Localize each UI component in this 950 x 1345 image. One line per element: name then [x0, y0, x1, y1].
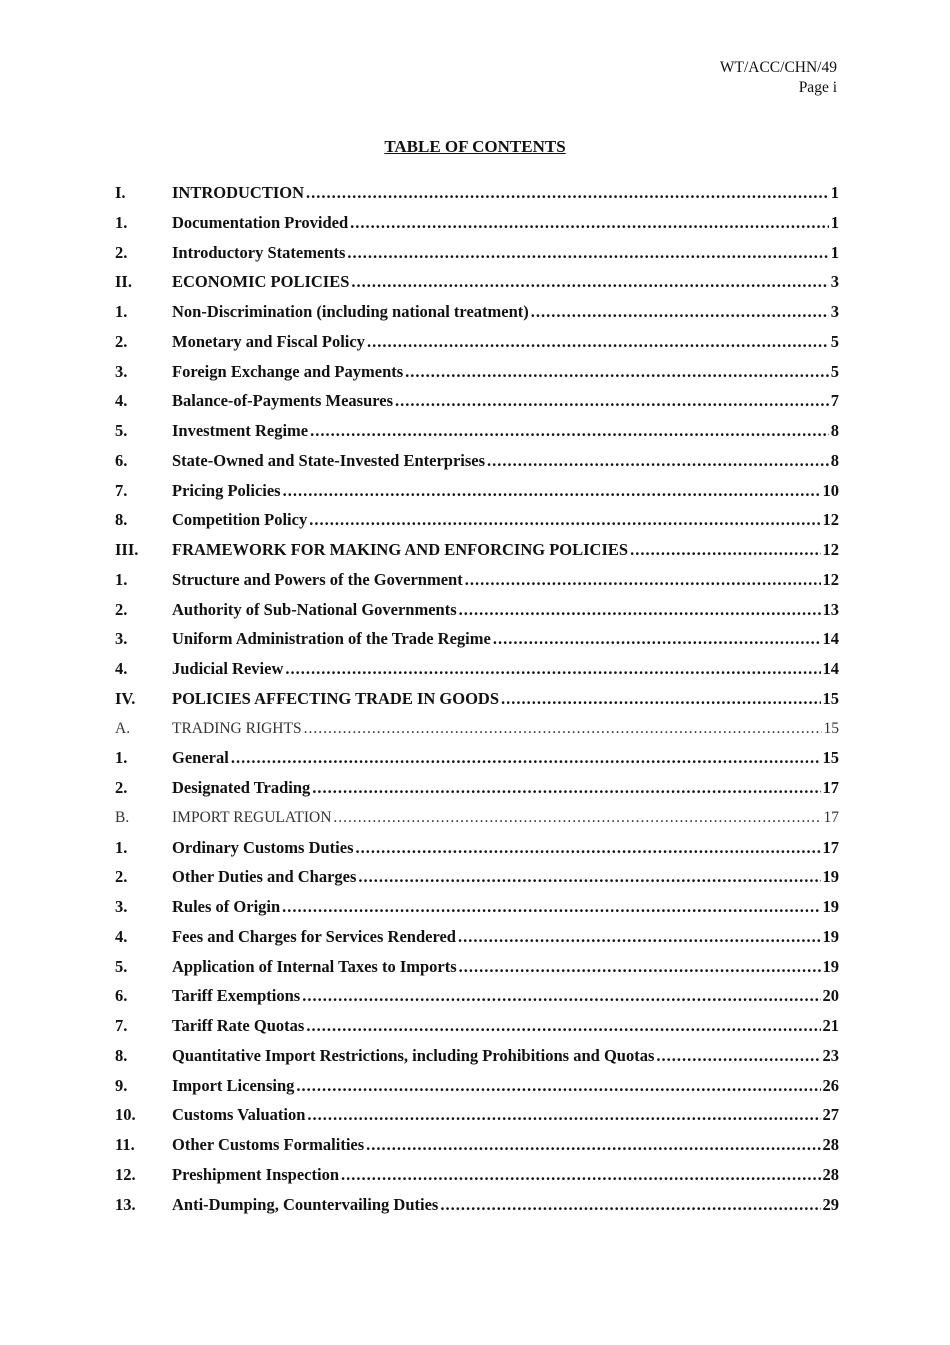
toc-entry-title: Monetary and Fiscal Policy — [172, 331, 365, 351]
toc-list — [115, 178, 839, 1219]
toc-entry-title: Uniform Administration of the Trade Regime — [172, 629, 491, 649]
toc-dot-leader — [309, 505, 820, 535]
toc-entry[interactable] — [115, 178, 839, 208]
toc-dot-leader — [366, 1130, 820, 1160]
toc-dot-leader — [282, 892, 820, 922]
toc-entry-number: 6. — [115, 450, 128, 470]
toc-entry-title: Anti-Dumping, Countervailing Duties — [172, 1194, 439, 1214]
toc-entry-title: Tariff Exemptions — [172, 986, 301, 1006]
toc-entry-page: 17 — [822, 837, 839, 857]
toc-entry-title: Authority of Sub-National Governments — [172, 599, 457, 619]
toc-entry-number: 10. — [115, 1105, 136, 1125]
toc-entry[interactable] — [115, 743, 839, 773]
document-reference: WT/ACC/CHN/49 — [719, 59, 837, 76]
toc-entry-number: 2. — [115, 242, 128, 262]
toc-entry-page: 14 — [822, 629, 839, 649]
toc-entry-number: 4. — [115, 391, 128, 411]
toc-entry-title: Judicial Review — [172, 659, 284, 678]
toc-entry[interactable] — [115, 1011, 839, 1041]
toc-entry-number: 6. — [115, 986, 128, 1006]
toc-entry[interactable] — [115, 1041, 839, 1071]
toc-dot-leader — [307, 1100, 820, 1130]
toc-entry[interactable] — [115, 476, 839, 506]
toc-entry[interactable] — [115, 624, 839, 654]
toc-entry[interactable] — [115, 238, 839, 268]
toc-entry-page: 15 — [822, 748, 839, 768]
toc-entry-title: Competition Policy — [172, 510, 308, 530]
toc-entry-page: 10 — [822, 480, 839, 500]
toc-entry-page: 12 — [822, 510, 839, 530]
toc-entry-title: INTRODUCTION — [172, 183, 305, 202]
toc-entry-number: 8. — [115, 510, 128, 530]
toc-entry-page: 8 — [830, 421, 839, 440]
toc-dot-leader — [531, 297, 829, 327]
toc-entry-title: IMPORT REGULATION — [172, 808, 332, 826]
toc-entry-page: 28 — [822, 1135, 839, 1154]
toc-entry[interactable] — [115, 297, 839, 327]
toc-entry[interactable] — [115, 1160, 839, 1190]
toc-entry-title: Other Customs Formalities — [172, 1135, 365, 1154]
toc-dot-leader — [304, 714, 822, 744]
toc-entry-title: POLICIES AFFECTING TRADE IN GOODS — [172, 688, 500, 708]
toc-entry-page: 17 — [822, 778, 839, 797]
toc-entry-title: Preshipment Inspection — [172, 1164, 339, 1184]
toc-dot-leader — [630, 535, 820, 565]
toc-entry-number: 3. — [115, 629, 128, 649]
toc-entry-page: 15 — [823, 719, 839, 737]
toc-entry-title: Investment Regime — [172, 421, 309, 440]
toc-entry-page: 1 — [830, 212, 839, 232]
toc-entry-title: ECONOMIC POLICIES — [172, 272, 350, 292]
toc-entry-title: Non-Discrimination (including national treatment) — [172, 302, 529, 321]
toc-entry-title: Foreign Exchange and Payments — [172, 361, 404, 381]
toc-entry-number: 7. — [115, 1016, 128, 1035]
toc-entry-number: 5. — [115, 421, 128, 440]
toc-entry-title: General — [172, 748, 229, 768]
toc-entry[interactable] — [115, 208, 839, 238]
toc-entry-title: FRAMEWORK FOR MAKING AND ENFORCING POLICIES — [172, 540, 629, 559]
toc-dot-leader — [306, 1011, 820, 1041]
page-number: Page i — [798, 79, 837, 96]
toc-dot-leader — [356, 833, 821, 863]
toc-entry-title: Introductory Statements — [172, 242, 346, 262]
toc-entry[interactable] — [115, 684, 839, 714]
toc-dot-leader — [347, 238, 828, 268]
toc-entry-number: 2. — [115, 331, 128, 351]
toc-entry-page: 3 — [830, 302, 839, 321]
toc-entry[interactable] — [115, 1100, 839, 1130]
toc-entry[interactable] — [115, 386, 839, 416]
toc-entry-number: 13. — [115, 1194, 136, 1214]
toc-entry[interactable] — [115, 981, 839, 1011]
toc-dot-leader — [493, 624, 821, 654]
toc-dot-leader — [440, 1190, 820, 1220]
toc-title: TABLE OF CONTENTS — [384, 137, 566, 156]
toc-entry[interactable] — [115, 1071, 839, 1101]
toc-entry-page: 19 — [822, 897, 839, 916]
toc-entry[interactable] — [115, 1190, 839, 1220]
toc-dot-leader — [306, 178, 829, 208]
toc-entry-title: Import Licensing — [172, 1075, 295, 1095]
toc-entry-number: 1. — [115, 212, 128, 232]
toc-entry-page: 7 — [830, 391, 839, 411]
toc-entry-title: Other Duties and Charges — [172, 867, 357, 887]
toc-entry-number: 3. — [115, 897, 128, 916]
toc-dot-leader — [358, 862, 820, 892]
toc-entry-page: 15 — [822, 688, 839, 708]
toc-dot-leader — [367, 327, 829, 357]
toc-entry-title: Designated Trading — [172, 778, 311, 797]
toc-entry-page: 19 — [822, 867, 839, 887]
toc-entry-page: 21 — [822, 1016, 839, 1035]
toc-entry-title: Rules of Origin — [172, 897, 281, 916]
toc-entry-number: 1. — [115, 569, 128, 589]
toc-entry-number: B. — [115, 808, 130, 826]
toc-entry-number: 7. — [115, 480, 128, 500]
toc-entry[interactable] — [115, 357, 839, 387]
toc-entry[interactable] — [115, 416, 839, 446]
toc-entry[interactable] — [115, 773, 839, 803]
toc-entry[interactable] — [115, 714, 839, 744]
toc-entry-number: 1. — [115, 837, 128, 857]
toc-dot-leader — [351, 267, 828, 297]
toc-entry-title: Documentation Provided — [172, 212, 349, 232]
toc-entry-number: I. — [115, 183, 126, 202]
toc-entry[interactable] — [115, 505, 839, 535]
toc-entry-title: Balance-of-Payments Measures — [172, 391, 394, 411]
toc-entry[interactable] — [115, 833, 839, 863]
toc-entry[interactable] — [115, 952, 839, 982]
toc-entry[interactable] — [115, 803, 839, 833]
toc-entry-number: 2. — [115, 778, 128, 797]
toc-dot-leader — [458, 922, 821, 952]
toc-entry-number: 5. — [115, 956, 128, 976]
toc-entry[interactable] — [115, 595, 839, 625]
toc-entry-number: A. — [115, 719, 131, 737]
toc-entry-title: Structure and Powers of the Government — [172, 569, 463, 589]
toc-entry-title: Quantitative Import Restrictions, including Prohibitions and Quotas — [172, 1045, 655, 1065]
toc-dot-leader — [405, 357, 829, 387]
toc-entry[interactable] — [115, 922, 839, 952]
toc-entry-page: 26 — [822, 1075, 839, 1095]
toc-entry-number: 1. — [115, 748, 128, 768]
toc-entry-page: 12 — [822, 569, 839, 589]
toc-entry-page: 5 — [830, 331, 839, 351]
toc-dot-leader — [312, 773, 820, 803]
toc-entry-page: 19 — [822, 926, 839, 946]
toc-dot-leader — [350, 208, 829, 238]
toc-dot-leader — [459, 952, 821, 982]
toc-entry-number: 2. — [115, 599, 128, 619]
toc-entry[interactable] — [115, 565, 839, 595]
toc-dot-leader — [341, 1160, 821, 1190]
toc-entry-title: Pricing Policies — [172, 480, 281, 500]
toc-entry-title: Customs Valuation — [172, 1105, 306, 1125]
toc-dot-leader — [501, 684, 820, 714]
toc-dot-leader — [333, 803, 821, 833]
toc-entry-page: 8 — [830, 450, 839, 470]
toc-dot-leader — [465, 565, 821, 595]
toc-entry-number: 3. — [115, 361, 128, 381]
toc-entry-title: State-Owned and State-Invested Enterprises — [172, 450, 486, 470]
toc-entry[interactable] — [115, 535, 839, 565]
toc-entry-page: 19 — [822, 956, 839, 976]
toc-dot-leader — [285, 654, 820, 684]
toc-entry-page: 12 — [822, 540, 839, 559]
toc-dot-leader — [395, 386, 829, 416]
toc-entry-page: 23 — [822, 1045, 839, 1065]
toc-dot-leader — [302, 981, 820, 1011]
toc-entry-page: 28 — [822, 1164, 839, 1184]
document-header — [720, 58, 837, 98]
toc-entry-page: 20 — [822, 986, 839, 1006]
toc-entry-number: 1. — [115, 302, 128, 321]
toc-entry-title: TRADING RIGHTS — [172, 719, 302, 737]
toc-entry-title: Application of Internal Taxes to Imports — [172, 956, 457, 976]
toc-entry-page: 5 — [830, 361, 839, 381]
toc-entry-title: Tariff Rate Quotas — [172, 1016, 305, 1035]
toc-dot-leader — [487, 446, 829, 476]
toc-entry[interactable] — [115, 267, 839, 297]
toc-entry-number: 8. — [115, 1045, 128, 1065]
toc-entry-number: 11. — [115, 1135, 135, 1154]
toc-entry[interactable] — [115, 892, 839, 922]
toc-entry-page: 27 — [822, 1105, 839, 1125]
toc-entry-number: III. — [115, 540, 139, 559]
toc-entry-number: 4. — [115, 659, 128, 678]
toc-entry-number: IV. — [115, 688, 136, 708]
toc-entry-page: 1 — [830, 183, 839, 202]
toc-dot-leader — [231, 743, 821, 773]
toc-entry[interactable] — [115, 446, 839, 476]
toc-entry-title: Ordinary Customs Duties — [172, 837, 354, 857]
toc-entry-title: Fees and Charges for Services Rendered — [172, 926, 456, 946]
toc-entry-number: 12. — [115, 1164, 136, 1184]
toc-entry-number: 4. — [115, 926, 128, 946]
toc-entry-number: II. — [115, 272, 132, 292]
toc-dot-leader — [296, 1071, 820, 1101]
toc-entry[interactable] — [115, 327, 839, 357]
toc-entry-page: 17 — [823, 808, 839, 826]
toc-entry[interactable] — [115, 1130, 839, 1160]
toc-entry[interactable] — [115, 862, 839, 892]
toc-entry-page: 13 — [822, 599, 839, 619]
toc-entry[interactable] — [115, 654, 839, 684]
toc-entry-number: 2. — [115, 867, 128, 887]
toc-entry-page: 1 — [830, 242, 839, 262]
toc-entry-page: 14 — [822, 659, 839, 678]
toc-dot-leader — [656, 1041, 820, 1071]
toc-entry-page: 3 — [830, 272, 839, 292]
toc-dot-leader — [459, 595, 821, 625]
toc-dot-leader — [310, 416, 829, 446]
toc-entry-page: 29 — [822, 1194, 839, 1214]
toc-dot-leader — [283, 476, 821, 506]
toc-entry-number: 9. — [115, 1075, 128, 1095]
